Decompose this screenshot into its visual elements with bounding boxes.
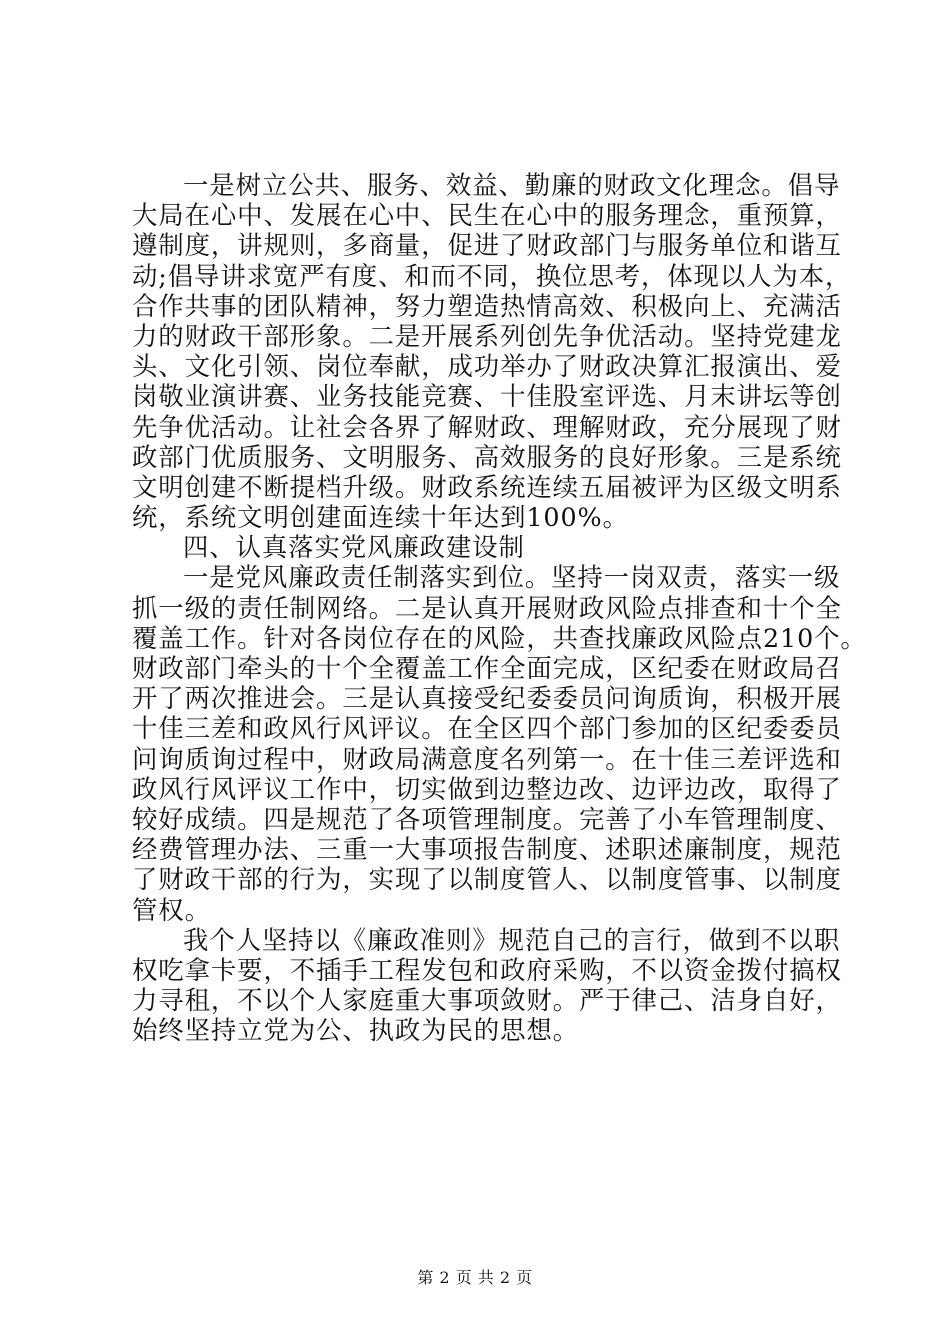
paragraph-1-line-3: 遵制度，讲规则，多商量，促进了财政部门与服务单位和谐互	[132, 230, 842, 261]
paragraph-2-line-4: 财政部门牵头的十个全覆盖工作全面完成，区纪委在财政局召	[132, 653, 842, 683]
paragraph-3-line-3: 力寻租，不以个人家庭重大事项敛财。严于律己、洁身自好，	[132, 985, 842, 1016]
paragraph-1-line-7: 头、文化引领、岗位奉献，成功举办了财政决算汇报演出、爱	[132, 351, 842, 382]
paragraph-1-line-10: 政部门优质服务、文明服务、高效服务的良好形象。三是系统	[132, 441, 842, 472]
paragraph-1-line-2: 大局在心中、发展在心中、民生在心中的服务理念，重预算，	[132, 200, 842, 231]
paragraph-2-line-8: 政风行风评议工作中，切实做到边整边改、边评边改，取得了	[132, 773, 842, 804]
paragraph-2-line-10: 经费管理办法、三重一大事项报告制度、述职述廉制度，规范	[132, 834, 842, 865]
paragraph-2-line-9: 较好成绩。四是规范了各项管理制度。完善了小车管理制度、	[132, 803, 842, 834]
page-number-footer: 第 2 页 共 2 页	[417, 1268, 533, 1287]
paragraph-2-line-7: 问询质询过程中，财政局满意度名列第一。在十佳三差评选和	[132, 743, 842, 774]
paragraph-2-line-1: 一是党风廉政责任制落实到位。坚持一岗双责，落实一级	[183, 562, 841, 593]
paragraph-1-line-12: 统，系统文明创建面连续十年达到100%。	[132, 502, 629, 533]
paragraph-3-line-2: 权吃拿卡要，不插手工程发包和政府采购，不以资金拨付搞权	[132, 954, 842, 985]
paragraph-2-line-2: 抓一级的责任制网络。二是认真开展财政风险点排查和十个全	[132, 592, 842, 623]
paragraph-1-line-8: 岗敬业演讲赛、业务技能竞赛、十佳股室评选、月末讲坛等创	[132, 381, 842, 412]
paragraph-2-line-11: 了财政干部的行为，实现了以制度管人、以制度管事、以制度	[132, 864, 842, 895]
paragraph-2-line-3: 覆盖工作。针对各岗位存在的风险，共查找廉政风险点210个。	[132, 622, 867, 653]
paragraph-1-line-5: 合作共事的团队精神，努力塑造热情高效、积极向上、充满活	[132, 290, 842, 321]
paragraph-1-line-11: 文明创建不断提档升级。财政系统连续五届被评为区级文明系	[132, 471, 842, 502]
paragraph-2-line-12: 管权。	[132, 894, 211, 925]
paragraph-2-line-5: 开了两次推进会。三是认真接受纪委委员问询质询，积极开展	[132, 683, 842, 714]
document-body	[132, 170, 867, 1046]
paragraph-1-line-4: 动;倡导讲求宽严有度、和而不同，换位思考，体现以人为本，	[132, 260, 852, 291]
section-heading: 四、认真落实党风廉政建设制	[183, 532, 525, 563]
paragraph-3-line-1: 我个人坚持以《廉政准则》规范自己的言行，做到不以职	[183, 924, 841, 955]
paragraph-2-line-6: 十佳三差和政风行风评议。在全区四个部门参加的区纪委委员	[132, 713, 842, 744]
paragraph-3-line-4: 始终坚持立党为公、执政为民的思想。	[132, 1015, 579, 1046]
paragraph-1-line-1: 一是树立公共、服务、效益、勤廉的财政文化理念。倡导	[183, 170, 841, 200]
paragraph-1-line-6: 力的财政干部形象。二是开展系列创先争优活动。坚持党建龙	[132, 320, 842, 351]
paragraph-1-line-9: 先争优活动。让社会各界了解财政、理解财政，充分展现了财	[132, 411, 842, 442]
